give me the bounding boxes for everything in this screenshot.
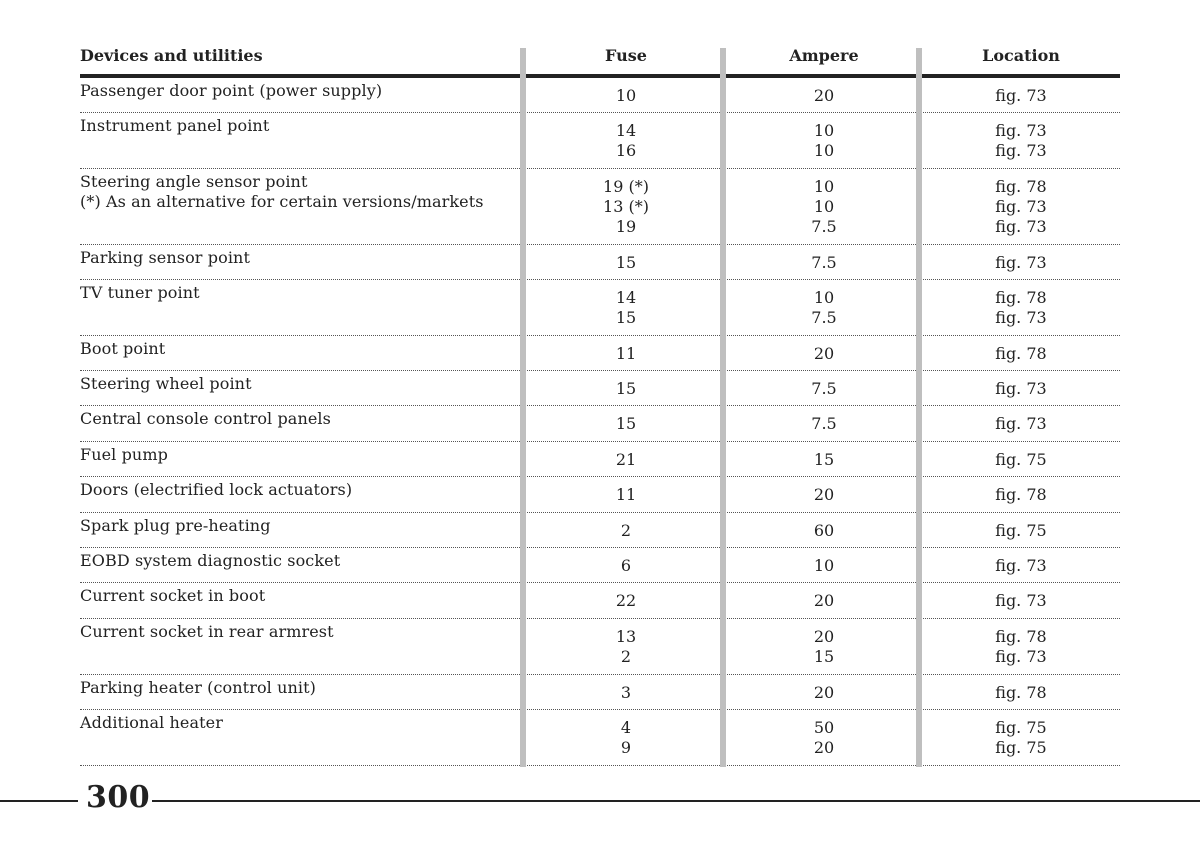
ampere-cell-line: 20 bbox=[813, 683, 835, 702]
device-cell-line: Instrument panel point bbox=[80, 116, 270, 135]
table-row bbox=[80, 245, 1120, 280]
fuse-cell bbox=[526, 477, 726, 512]
location-cell-line: fig. 78 bbox=[995, 627, 1047, 646]
location-cell-line: fig. 73 bbox=[995, 141, 1047, 160]
footer-rule-left bbox=[0, 800, 78, 802]
location-cell bbox=[922, 78, 1120, 112]
device-cell-line: Boot point bbox=[80, 339, 166, 358]
footer-rule-right bbox=[152, 800, 1200, 802]
fuse-cell-line: 2 bbox=[620, 521, 632, 540]
ampere-cell bbox=[726, 280, 922, 335]
location-cell bbox=[922, 675, 1120, 709]
location-cell-line: fig. 78 bbox=[995, 177, 1047, 196]
table-row bbox=[80, 675, 1120, 710]
device-cell-line: Parking sensor point bbox=[80, 248, 250, 267]
fuse-cell bbox=[526, 442, 726, 476]
fuse-cell-line: 15 bbox=[615, 253, 637, 272]
ampere-cell bbox=[726, 619, 922, 674]
ampere-cell bbox=[726, 371, 922, 405]
ampere-cell-line: 20 bbox=[813, 86, 835, 105]
ampere-cell bbox=[726, 169, 922, 244]
location-cell-line: fig. 73 bbox=[995, 197, 1047, 216]
fuse-cell-line: 15 bbox=[615, 379, 637, 398]
fuse-cell-line: 10 bbox=[615, 86, 637, 105]
page-number: 300 bbox=[86, 780, 151, 815]
ampere-cell-line: 20 bbox=[813, 627, 835, 646]
table-row bbox=[80, 78, 1120, 113]
table-row bbox=[80, 513, 1120, 548]
ampere-cell-line: 10 bbox=[813, 556, 835, 575]
device-cell bbox=[80, 513, 526, 547]
ampere-cell-line: 7.5 bbox=[811, 379, 837, 398]
location-cell bbox=[922, 477, 1120, 512]
ampere-cell-line: 20 bbox=[813, 738, 835, 757]
location-cell-line: fig. 73 bbox=[995, 253, 1047, 272]
device-cell bbox=[80, 280, 526, 335]
location-cell bbox=[922, 583, 1120, 618]
header-fuse: Fuse bbox=[526, 44, 726, 74]
fuse-cell-line: 3 bbox=[620, 683, 632, 702]
device-cell bbox=[80, 583, 526, 618]
device-cell bbox=[80, 619, 526, 674]
fuse-cell bbox=[526, 406, 726, 441]
fuse-cell bbox=[526, 548, 726, 582]
fuse-cell bbox=[526, 169, 726, 244]
fuse-cell-line: 19 (*) bbox=[603, 177, 649, 196]
fuse-cell bbox=[526, 78, 726, 112]
ampere-cell-line: 7.5 bbox=[811, 217, 837, 236]
table-row bbox=[80, 548, 1120, 583]
ampere-cell-line: 7.5 bbox=[811, 253, 837, 272]
device-cell-line: Steering angle sensor point bbox=[80, 172, 308, 191]
fuse-cell bbox=[526, 675, 726, 709]
location-cell-line: fig. 75 bbox=[995, 718, 1047, 737]
device-cell bbox=[80, 548, 526, 582]
location-cell bbox=[922, 113, 1120, 168]
fuse-cell-line: 19 bbox=[615, 217, 637, 236]
ampere-cell bbox=[726, 113, 922, 168]
fuse-table bbox=[80, 44, 1120, 766]
ampere-cell bbox=[726, 548, 922, 582]
device-cell-line: Spark plug pre-heating bbox=[80, 516, 271, 535]
location-cell-line: fig. 73 bbox=[995, 217, 1047, 236]
fuse-cell-line: 9 bbox=[620, 738, 632, 757]
location-cell-line: fig. 78 bbox=[995, 485, 1047, 504]
location-cell-line: fig. 73 bbox=[995, 121, 1047, 140]
location-cell bbox=[922, 619, 1120, 674]
fuse-cell-line: 21 bbox=[615, 450, 637, 469]
location-cell bbox=[922, 336, 1120, 370]
device-cell-line: Parking heater (control unit) bbox=[80, 678, 316, 697]
fuse-cell bbox=[526, 336, 726, 370]
ampere-cell bbox=[726, 513, 922, 547]
fuse-cell-line: 2 bbox=[620, 647, 632, 666]
fuse-cell-line: 15 bbox=[615, 308, 637, 327]
fuse-cell-line: 14 bbox=[615, 288, 637, 307]
device-cell bbox=[80, 477, 526, 512]
location-cell-line: fig. 78 bbox=[995, 344, 1047, 363]
device-cell-line: Steering wheel point bbox=[80, 374, 252, 393]
ampere-cell-line: 10 bbox=[813, 121, 835, 140]
location-cell-line: fig. 75 bbox=[995, 450, 1047, 469]
location-cell-line: fig. 73 bbox=[995, 647, 1047, 666]
fuse-cell-line: 13 bbox=[615, 627, 637, 646]
device-cell-line: TV tuner point bbox=[80, 283, 200, 302]
fuse-cell bbox=[526, 619, 726, 674]
ampere-cell-line: 10 bbox=[813, 141, 835, 160]
location-cell bbox=[922, 442, 1120, 476]
ampere-cell bbox=[726, 406, 922, 441]
location-cell-line: fig. 78 bbox=[995, 288, 1047, 307]
fuse-cell-line: 16 bbox=[615, 141, 637, 160]
device-cell-line: EOBD system diagnostic socket bbox=[80, 551, 341, 570]
fuse-cell-line: 6 bbox=[620, 556, 632, 575]
location-cell bbox=[922, 280, 1120, 335]
device-cell-line: Doors (electrified lock actuators) bbox=[80, 480, 353, 499]
table-row bbox=[80, 442, 1120, 477]
ampere-cell bbox=[726, 78, 922, 112]
table-row bbox=[80, 477, 1120, 513]
location-cell-line: fig. 73 bbox=[995, 556, 1047, 575]
table-row bbox=[80, 336, 1120, 371]
ampere-cell-line: 20 bbox=[813, 344, 835, 363]
header-devices: Devices and utilities bbox=[80, 44, 526, 74]
ampere-cell-line: 15 bbox=[813, 647, 835, 666]
fuse-cell-line: 15 bbox=[615, 414, 637, 433]
device-cell bbox=[80, 371, 526, 405]
ampere-cell-line: 7.5 bbox=[811, 414, 837, 433]
header-ampere: Ampere bbox=[726, 44, 922, 74]
table-row bbox=[80, 406, 1120, 442]
table-row bbox=[80, 113, 1120, 169]
ampere-cell bbox=[726, 477, 922, 512]
table-row bbox=[80, 169, 1120, 245]
table-row bbox=[80, 371, 1120, 406]
ampere-cell-line: 10 bbox=[813, 197, 835, 216]
fuse-cell-line: 22 bbox=[615, 591, 637, 610]
location-cell bbox=[922, 710, 1120, 765]
fuse-cell bbox=[526, 113, 726, 168]
device-cell bbox=[80, 336, 526, 370]
location-cell-line: fig. 73 bbox=[995, 414, 1047, 433]
location-cell-line: fig. 73 bbox=[995, 86, 1047, 105]
table-row bbox=[80, 583, 1120, 619]
location-cell bbox=[922, 245, 1120, 279]
location-cell-line: fig. 73 bbox=[995, 308, 1047, 327]
ampere-cell-line: 10 bbox=[813, 288, 835, 307]
table-row bbox=[80, 710, 1120, 766]
device-cell-line: Current socket in rear armrest bbox=[80, 622, 334, 641]
fuse-cell-line: 11 bbox=[615, 344, 637, 363]
device-cell-line: Additional heater bbox=[80, 713, 223, 732]
device-cell bbox=[80, 169, 526, 244]
ampere-cell-line: 15 bbox=[813, 450, 835, 469]
ampere-cell-line: 20 bbox=[813, 485, 835, 504]
device-cell bbox=[80, 245, 526, 279]
ampere-cell bbox=[726, 583, 922, 618]
ampere-cell-line: 60 bbox=[813, 521, 835, 540]
table-header bbox=[80, 44, 1120, 78]
location-cell bbox=[922, 548, 1120, 582]
fuse-cell-line: 4 bbox=[620, 718, 632, 737]
fuse-cell bbox=[526, 513, 726, 547]
ampere-cell bbox=[726, 675, 922, 709]
device-cell-line: Current socket in boot bbox=[80, 586, 266, 605]
fuse-cell bbox=[526, 710, 726, 765]
device-cell-line: Passenger door point (power supply) bbox=[80, 81, 383, 100]
device-cell-line: Central console control panels bbox=[80, 409, 331, 428]
location-cell bbox=[922, 513, 1120, 547]
device-cell bbox=[80, 406, 526, 441]
location-cell-line: fig. 75 bbox=[995, 738, 1047, 757]
ampere-cell bbox=[726, 245, 922, 279]
table-row bbox=[80, 619, 1120, 675]
ampere-cell-line: 10 bbox=[813, 177, 835, 196]
fuse-cell bbox=[526, 245, 726, 279]
device-cell bbox=[80, 710, 526, 765]
ampere-cell-line: 7.5 bbox=[811, 308, 837, 327]
fuse-cell-line: 14 bbox=[615, 121, 637, 140]
device-cell-line: (*) As an alternative for certain versions/markets bbox=[80, 192, 484, 211]
device-cell bbox=[80, 113, 526, 168]
fuse-cell bbox=[526, 371, 726, 405]
ampere-cell bbox=[726, 442, 922, 476]
ampere-cell-line: 20 bbox=[813, 591, 835, 610]
device-cell bbox=[80, 442, 526, 476]
device-cell bbox=[80, 675, 526, 709]
location-cell bbox=[922, 406, 1120, 441]
device-cell bbox=[80, 78, 526, 112]
location-cell bbox=[922, 169, 1120, 244]
table-row bbox=[80, 280, 1120, 336]
location-cell-line: fig. 75 bbox=[995, 521, 1047, 540]
fuse-cell bbox=[526, 280, 726, 335]
location-cell bbox=[922, 371, 1120, 405]
fuse-cell-line: 13 (*) bbox=[603, 197, 649, 216]
ampere-cell-line: 50 bbox=[813, 718, 835, 737]
device-cell-line: Fuel pump bbox=[80, 445, 168, 464]
table-body bbox=[80, 78, 1120, 766]
fuse-cell bbox=[526, 583, 726, 618]
header-location: Location bbox=[982, 46, 1060, 65]
fuse-cell-line: 11 bbox=[615, 485, 637, 504]
location-cell-line: fig. 73 bbox=[995, 379, 1047, 398]
location-cell-line: fig. 78 bbox=[995, 683, 1047, 702]
location-cell-line: fig. 73 bbox=[995, 591, 1047, 610]
ampere-cell bbox=[726, 710, 922, 765]
ampere-cell bbox=[726, 336, 922, 370]
